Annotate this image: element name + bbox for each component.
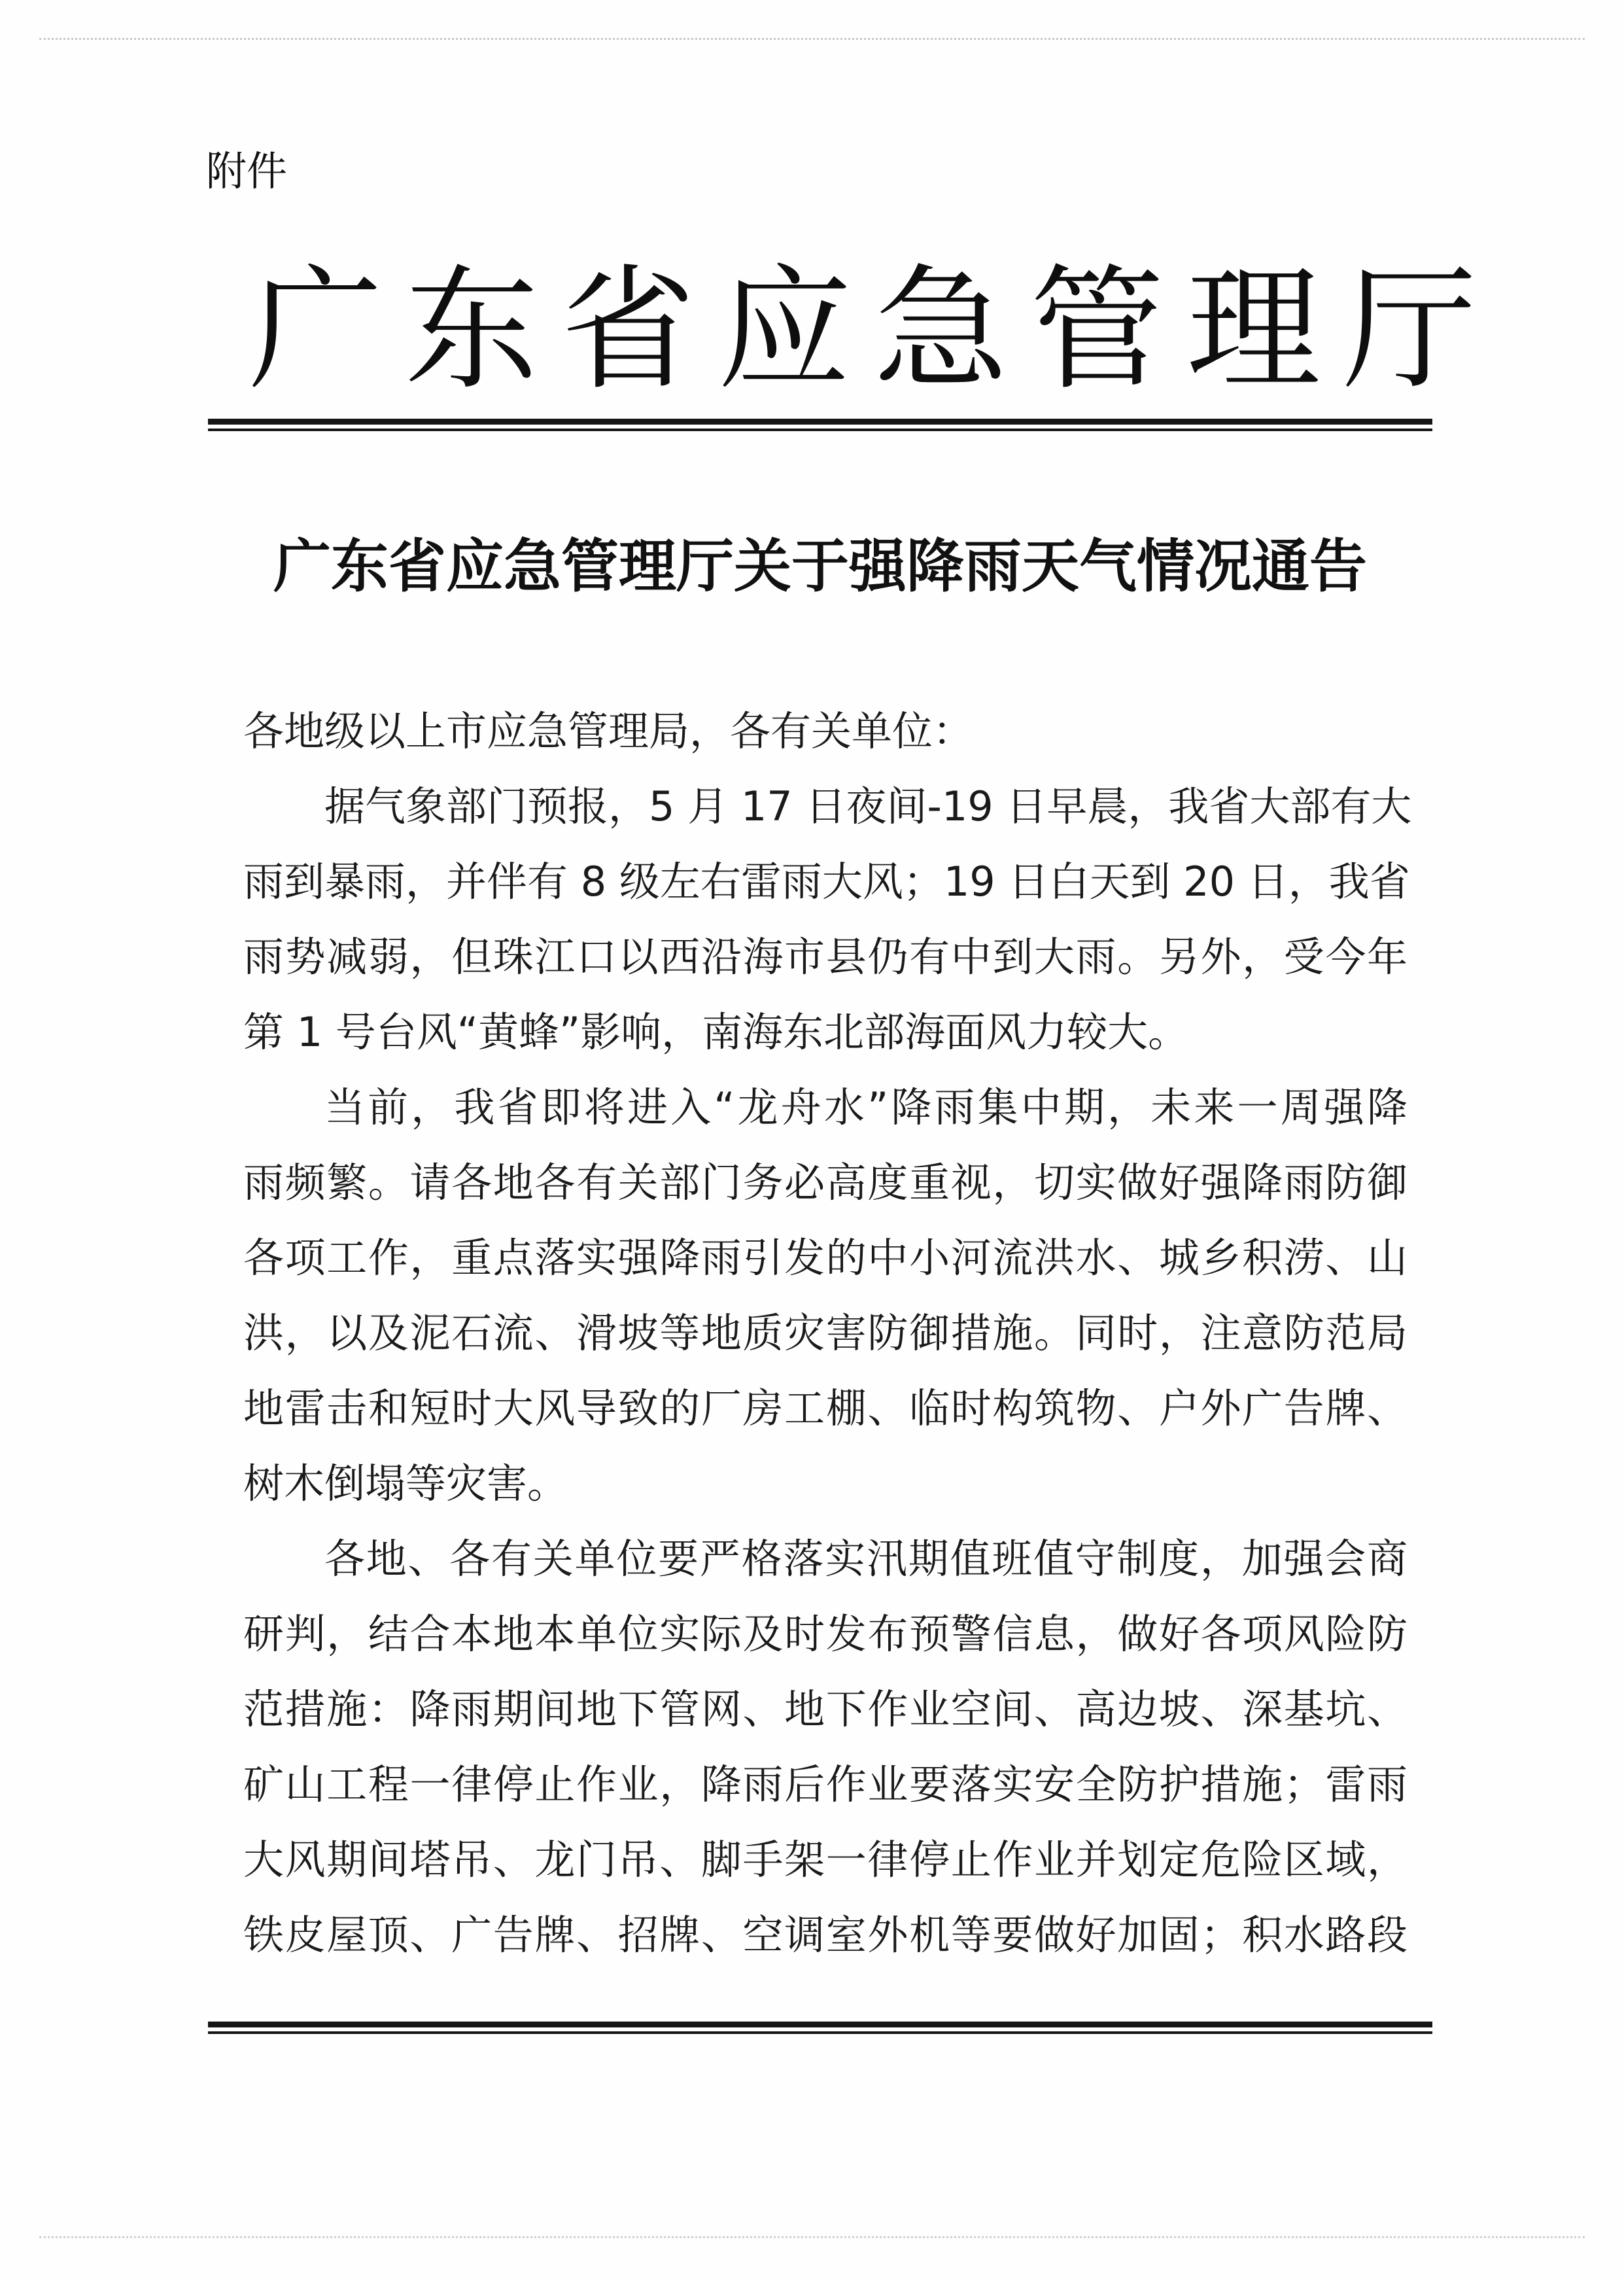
paragraph-1-line: 第 1 号台风“黄蜂”影响，南海东北部海面风力较大。 — [243, 1008, 1189, 1056]
salutation: 各地级以上市应急管理局，各有关单位： — [243, 707, 974, 755]
paragraph-2-line: 各项工作，重点落实强降雨引发的中小河流洪水、城乡积涝、山 — [243, 1234, 1408, 1282]
paragraph-2-line: 当前，我省即将进入“龙舟水”降雨集中期，未来一周强降 — [324, 1083, 1408, 1131]
paragraph-1-line: 雨到暴雨，并伴有 8 级左右雷雨大风；19 日白天到 20 日，我省 — [243, 858, 1410, 905]
footer-rule — [208, 2022, 1432, 2034]
scan-edge-top — [39, 38, 1585, 40]
paragraph-1-line: 据气象部门预报，5 月 17 日夜间-19 日早晨，我省大部有大 — [324, 782, 1412, 830]
paragraph-2-line: 洪，以及泥石流、滑坡等地质灾害防御措施。同时，注意防范局 — [243, 1309, 1408, 1357]
notice-title: 广东省应急管理厅关于强降雨天气情况通告 — [273, 532, 1367, 600]
notice-body — [243, 693, 1412, 1972]
paragraph-3-line: 大风期间塔吊、龙门吊、脚手架一律停止作业并划定危险区域， — [243, 1836, 1408, 1884]
paragraph-2-line: 地雷击和短时大风导致的厂房工棚、临时构筑物、户外广告牌、 — [243, 1384, 1408, 1432]
paragraph-3-line: 各地、各有关单位要严格落实汛期值班值守制度，加强会商 — [324, 1535, 1408, 1583]
paragraph-3-line: 研判，结合本地本单位实际及时发布预警信息，做好各项风险防 — [243, 1610, 1408, 1658]
attachment-label: 附件 — [206, 147, 288, 195]
paragraph-2-line: 雨频繁。请各地各有关部门务必高度重视，切实做好强降雨防御 — [243, 1159, 1408, 1206]
paragraph-3-line: 铁皮屋顶、广告牌、招牌、空调室外机等要做好加固；积水路段 — [243, 1911, 1408, 1959]
footer-rule-thin — [208, 2031, 1432, 2034]
footer-rule-thick — [208, 2022, 1432, 2027]
masthead-rule-thick — [208, 419, 1432, 425]
organization-masthead: 广东省应急管理厅 — [249, 253, 1499, 408]
paragraph-1-line: 雨势减弱，但珠江口以西沿海市县仍有中到大雨。另外，受今年 — [243, 933, 1408, 981]
paragraph-3-line: 范措施：降雨期间地下管网、地下作业空间、高边坡、深基坑、 — [243, 1685, 1408, 1733]
masthead-rule — [208, 419, 1432, 431]
paragraph-3-line: 矿山工程一律停止作业，降雨后作业要落实安全防护措施；雷雨 — [243, 1761, 1408, 1808]
scan-edge-bottom — [39, 2236, 1585, 2238]
masthead-rule-thin — [208, 429, 1432, 431]
paragraph-2-line: 树木倒塌等灾害。 — [243, 1460, 568, 1507]
